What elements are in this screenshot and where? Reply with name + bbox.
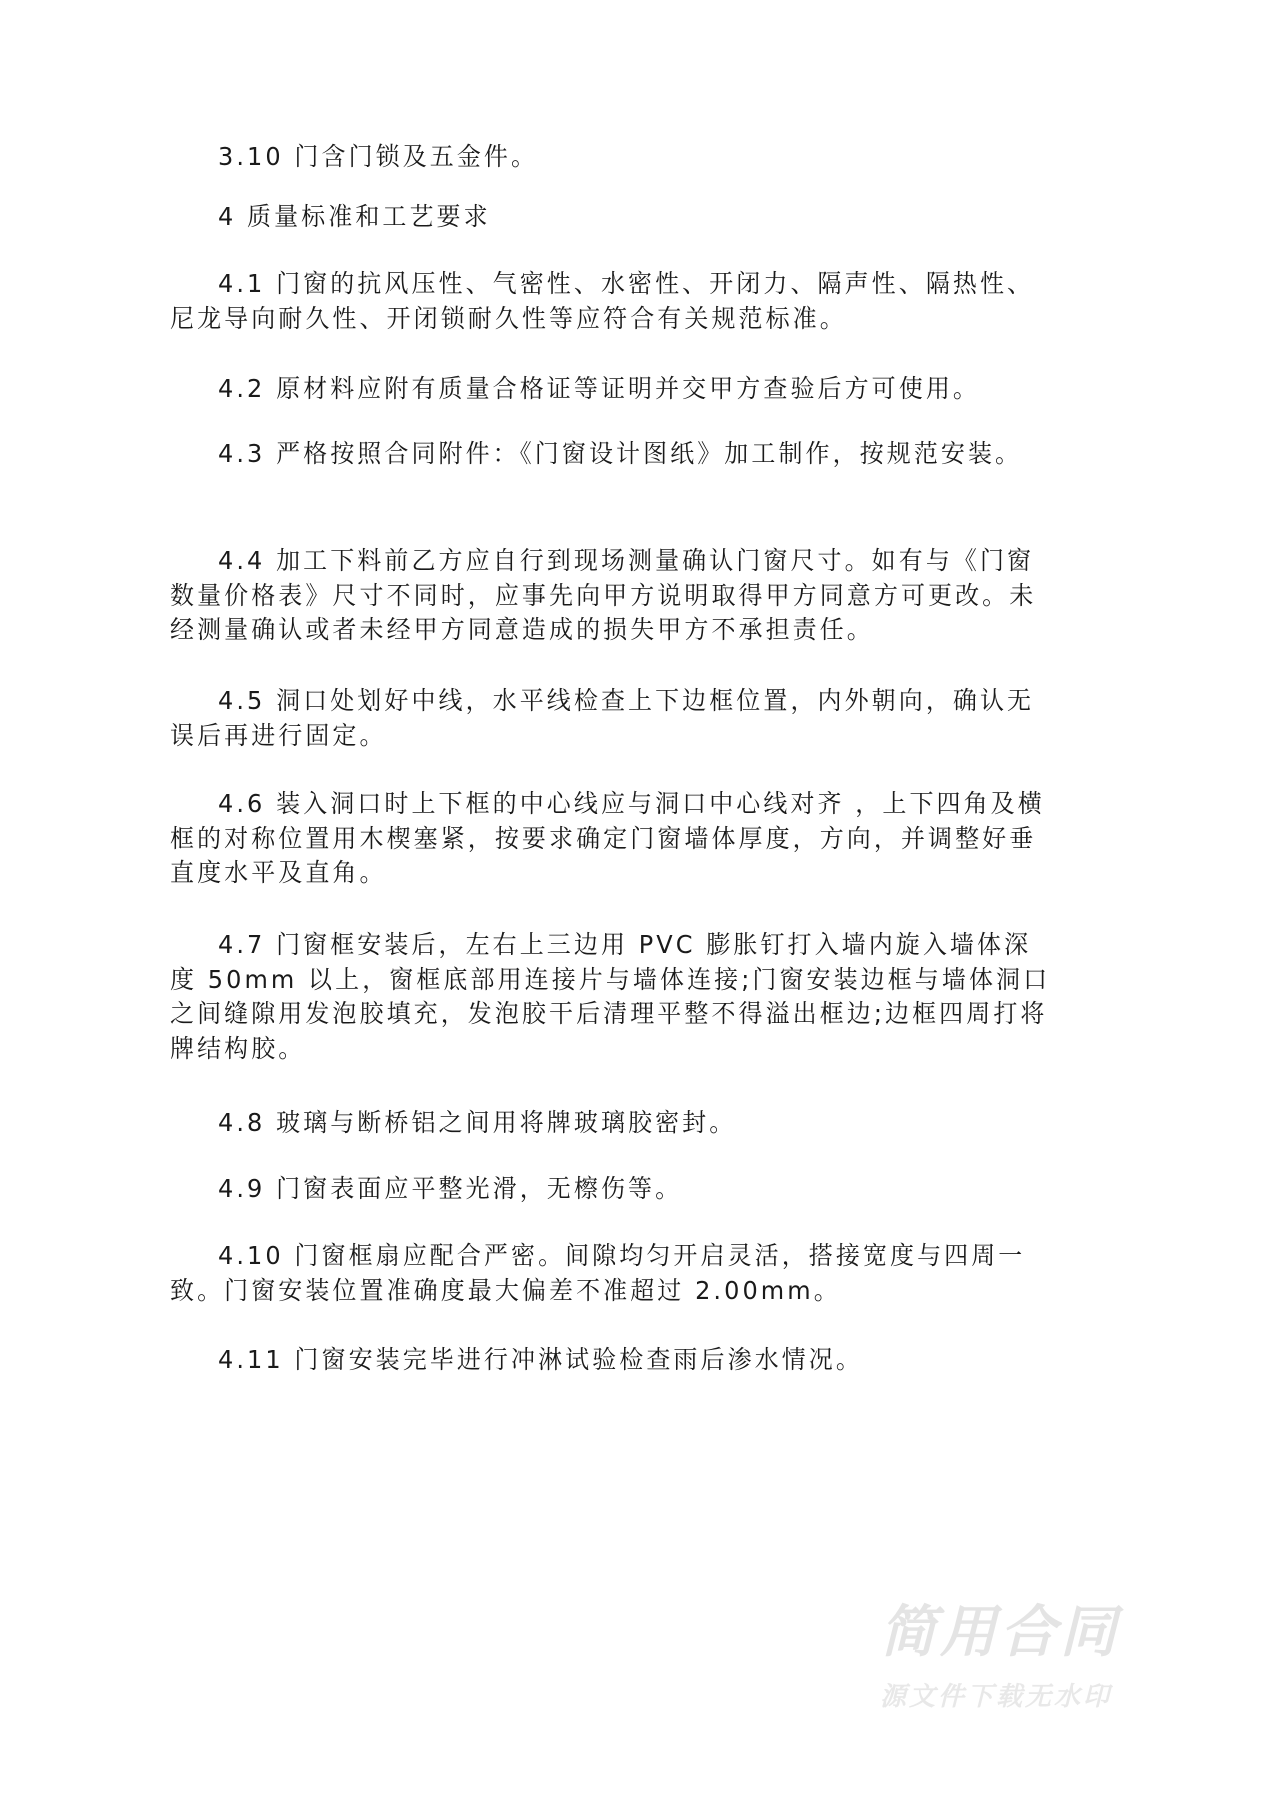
paragraph-4-11: 4.11 门窗安装完毕进行冲淋试验检查雨后渗水情况。 <box>218 1345 863 1374</box>
watermark-logo: 简用合同 <box>880 1600 1120 1665</box>
paragraph-4-6: 4.6 装入洞口时上下框的中心线应与洞口中心线对齐 ，上下四角及横框的对称位置用木楔塞紧，按要求确定门窗墙体厚度，方向，并调整好垂直度水平及直角。 <box>170 789 1045 887</box>
paragraph-4-10: 4.10 门窗框扇应配合严密。间隙均匀开启灵活，搭接宽度与四周一致。门窗安装位置准确度最大偏差不准超过 2.00mm。 <box>170 1241 1026 1305</box>
paragraph-3-10: 3.10 门含门锁及五金件。 <box>218 142 539 171</box>
paragraph-4-8: 4.8 玻璃与断桥铝之间用将牌玻璃胶密封。 <box>218 1108 737 1137</box>
paragraph-4-5: 4.5 洞口处划好中线，水平线检查上下边框位置，内外朝向，确认无误后再进行固定。 <box>170 686 1035 750</box>
paragraph-4-9: 4.9 门窗表面应平整光滑，无檫伤等。 <box>218 1174 683 1203</box>
paragraph-4-2: 4.2 原材料应附有质量合格证等证明并交甲方查验后方可使用。 <box>218 374 980 403</box>
paragraph-4-1: 4.1 门窗的抗风压性、气密性、水密性、开闭力、隔声性、隔热性、尼龙导向耐久性、开闭锁耐久性等应符合有关规范标准。 <box>170 269 1035 333</box>
watermark-caption: 源文件下载无水印 <box>880 1682 1113 1712</box>
paragraph-4-3: 4.3 严格按照合同附件：《门窗设计图纸》加工制作，按规范安装。 <box>218 439 1023 468</box>
paragraph-4-7: 4.7 门窗框安装后，左右上三边用 PVC 膨胀钉打入墙内旋入墙体深度 50mm 以上，窗框底部用连接片与墙体连接;门窗安装边框与墙体洞口之间缝隙用发泡胶填充，发泡胶干后清理平整不得溢出框边;边框四周打将牌结构胶。 <box>170 930 1051 1063</box>
paragraph-4-4: 4.4 加工下料前乙方应自行到现场测量确认门窗尺寸。如有与《门窗数量价格表》尺寸不同时，应事先向甲方说明取得甲方同意方可更改。未经测量确认或者未经甲方同意造成的损失甲方不承担责任。 <box>170 546 1037 644</box>
section-heading-4: 4 质量标准和工艺要求 <box>218 202 491 231</box>
